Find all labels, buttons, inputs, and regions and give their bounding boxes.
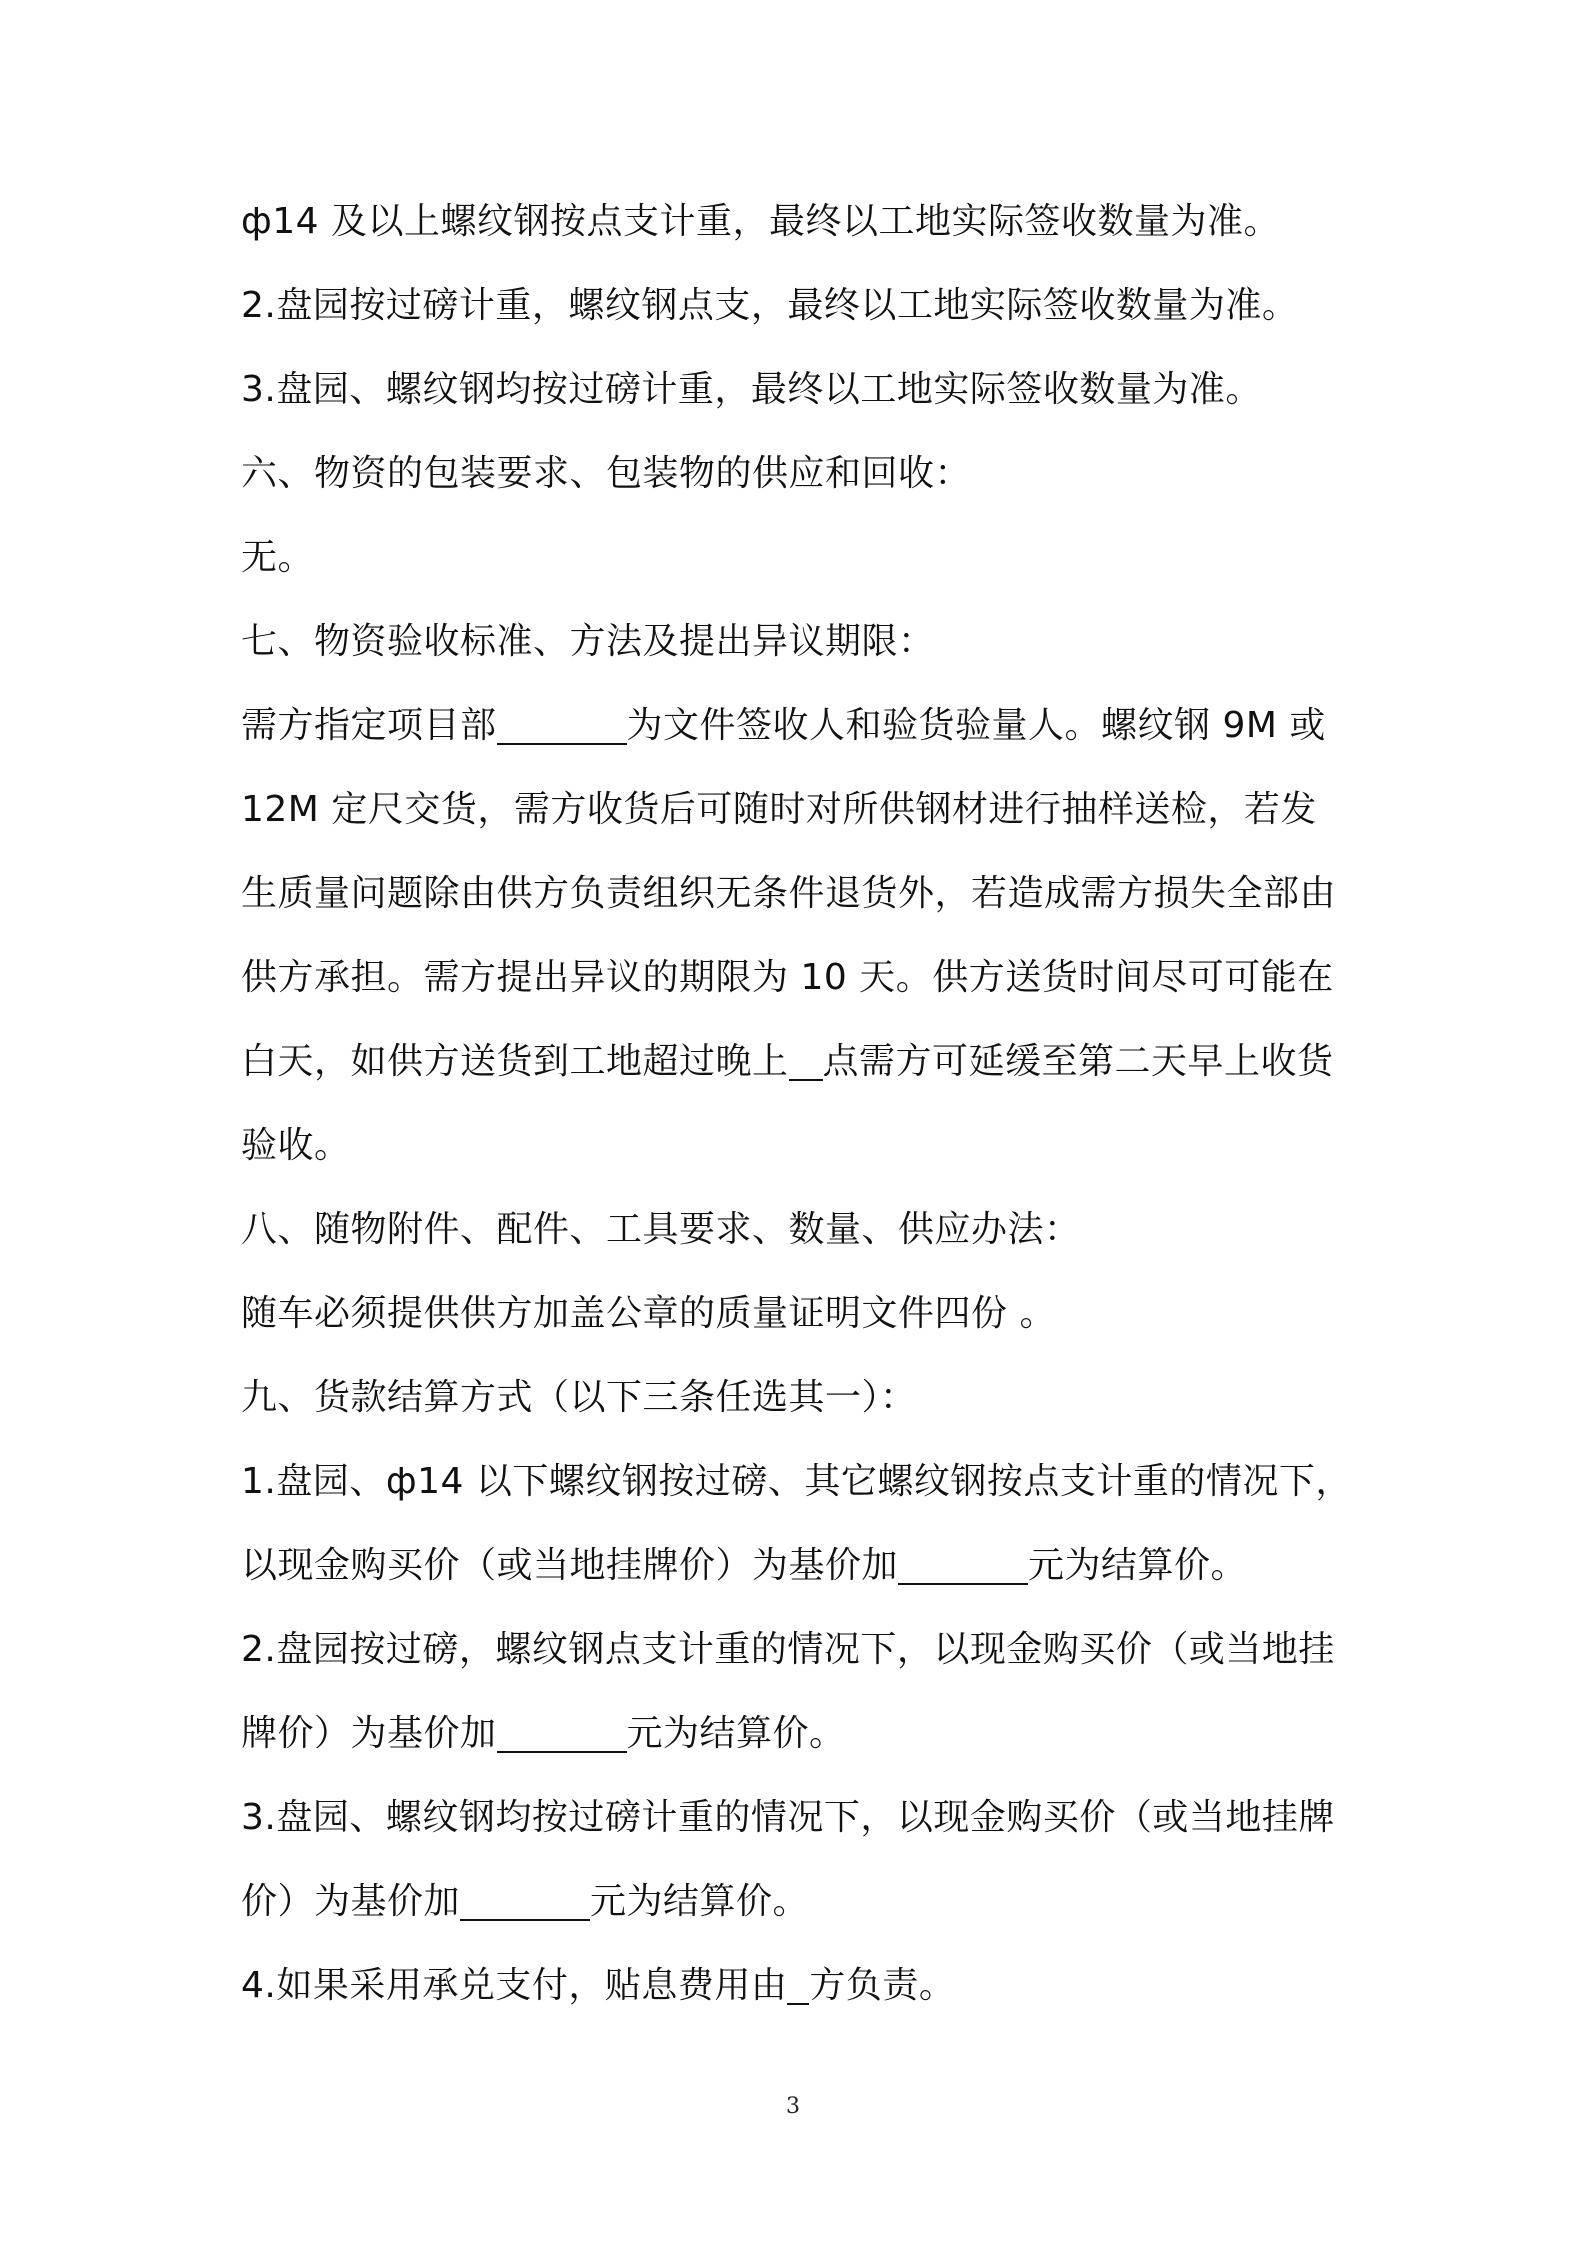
paragraph-line — [241, 516, 1361, 600]
fill-in-blank — [460, 1883, 590, 1921]
paragraph-line — [241, 1608, 1361, 1692]
line-text: 价）为基价加 — [241, 1881, 461, 1922]
line-text: 需方指定项目部 — [241, 705, 497, 746]
paragraph-line — [241, 1524, 1361, 1608]
paragraph-line — [241, 768, 1361, 852]
line-text: 生质量问题除由供方负责组织无条件退货外，若造成需方损失全部由 — [241, 873, 1337, 914]
heading-text: 七、物资验收标准、方法及提出异议期限： — [241, 621, 935, 662]
paragraph-line — [241, 180, 1361, 264]
paragraph-line — [241, 1944, 1361, 2028]
line-text: 点需方可延缓至第二天早上收货 — [822, 1041, 1334, 1082]
heading-text: 九、货款结算方式（以下三条任选其一）： — [241, 1377, 917, 1418]
section-heading — [241, 1356, 1361, 1440]
line-text: 随车必须提供供方加盖公章的质量证明文件四份 。 — [241, 1293, 1056, 1334]
line-text: ф14 及以上螺纹钢按点支计重，最终以工地实际签收数量为准。 — [241, 201, 1281, 242]
page-number: 3 — [786, 2094, 800, 2119]
fill-in-blank — [789, 1043, 823, 1081]
line-text: 3.盘园、螺纹钢均按过磅计重，最终以工地实际签收数量为准。 — [241, 369, 1262, 410]
line-text: 无。 — [241, 537, 315, 578]
paragraph-line — [241, 1104, 1361, 1188]
paragraph-line — [241, 684, 1361, 768]
heading-text: 六、物资的包装要求、包装物的供应和回收： — [241, 453, 972, 494]
heading-text: 八、随物附件、配件、工具要求、数量、供应办法： — [241, 1209, 1081, 1250]
line-text: 以现金购买价（或当地挂牌价）为基价加 — [241, 1545, 899, 1586]
line-text: 2.盘园按过磅计重，螺纹钢点支，最终以工地实际签收数量为准。 — [241, 285, 1299, 326]
paragraph-line — [241, 1860, 1361, 1944]
line-text: 2.盘园按过磅，螺纹钢点支计重的情况下，以现金购买价（或当地挂 — [241, 1629, 1335, 1670]
line-text: 方负责。 — [809, 1965, 956, 2006]
line-text: 12M 定尺交货，需方收货后可随时对所供钢材进行抽样送检，若发 — [241, 789, 1317, 830]
line-text: 3.盘园、螺纹钢均按过磅计重的情况下，以现金购买价（或当地挂牌 — [241, 1797, 1335, 1838]
section-heading — [241, 432, 1361, 516]
section-heading — [241, 600, 1361, 684]
fill-in-blank — [497, 1715, 627, 1753]
paragraph-line — [241, 264, 1361, 348]
line-text: 白天，如供方送货到工地超过晚上 — [241, 1041, 789, 1082]
paragraph-line — [241, 348, 1361, 432]
line-text: 元为结算价。 — [1028, 1545, 1248, 1586]
line-text: 元为结算价。 — [626, 1713, 846, 1754]
paragraph-line — [241, 936, 1361, 1020]
paragraph-line — [241, 1776, 1361, 1860]
line-text: 为文件签收人和验货验量人。螺纹钢 9M 或 — [626, 705, 1326, 746]
line-text: 元为结算价。 — [590, 1881, 810, 1922]
fill-in-blank — [497, 707, 627, 745]
paragraph-line — [241, 1272, 1361, 1356]
line-text: 供方承担。需方提出异议的期限为 10 天。供方送货时间尽可可能在 — [241, 957, 1334, 998]
paragraph-line — [241, 1020, 1361, 1104]
paragraph-line — [241, 1440, 1361, 1524]
fill-in-blank — [787, 1967, 809, 2005]
section-heading — [241, 1188, 1361, 1272]
line-text: 1.盘园、ф14 以下螺纹钢按过磅、其它螺纹钢按点支计重的情况下， — [241, 1461, 1352, 1502]
paragraph-line — [241, 852, 1361, 936]
line-text: 验收。 — [241, 1125, 351, 1166]
line-text: 4.如果采用承兑支付，贴息费用由 — [241, 1965, 788, 2006]
line-text: 牌价）为基价加 — [241, 1713, 497, 1754]
paragraph-line — [241, 1692, 1361, 1776]
fill-in-blank — [898, 1547, 1028, 1585]
page-body — [241, 180, 1361, 2028]
